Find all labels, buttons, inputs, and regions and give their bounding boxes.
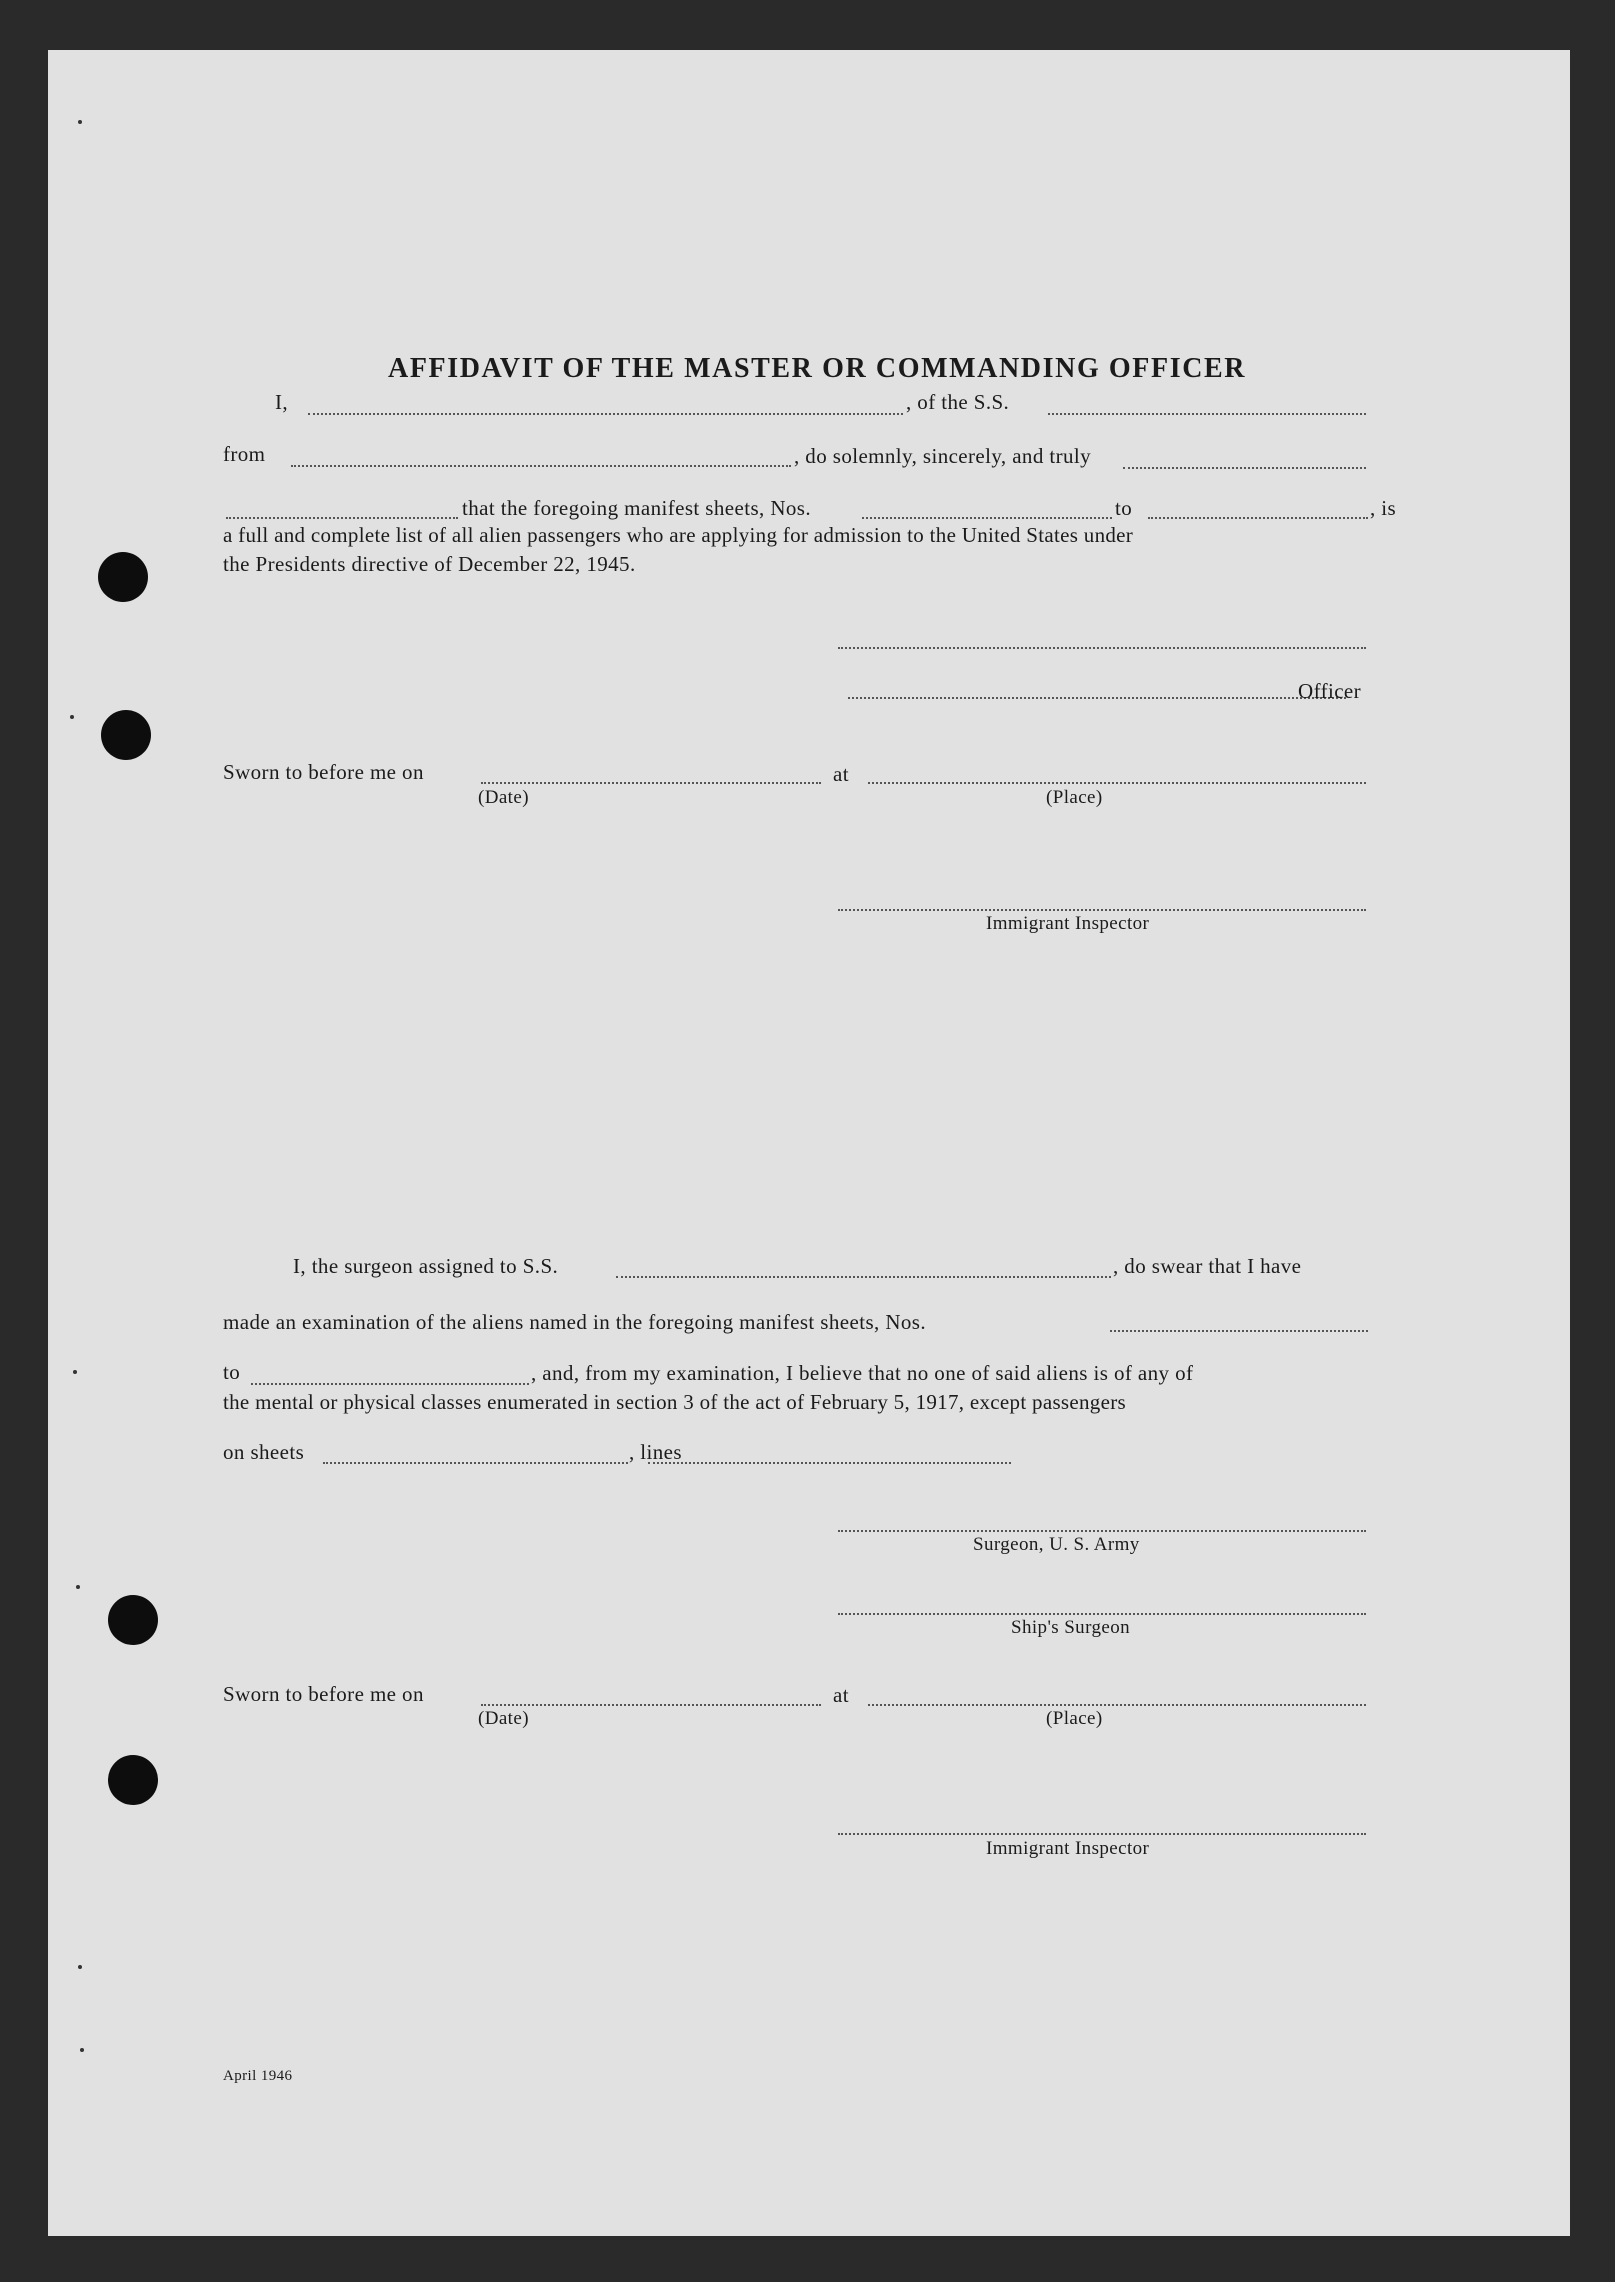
from-label: from: [223, 442, 266, 466]
surgeon-line-1b: , do swear that I have: [1113, 1254, 1302, 1278]
surgeon-inspector-label: Immigrant Inspector: [986, 1838, 1150, 1859]
on-sheets-label: on sheets: [223, 1440, 305, 1464]
oath-continuation-field[interactable]: [226, 517, 458, 519]
surgeon-line-3: , and, from my examination, I believe that no one of said aliens is of any of: [531, 1361, 1194, 1385]
officer-signature-line-1[interactable]: [838, 647, 1366, 649]
surgeon-sheet-to-field[interactable]: [251, 1383, 529, 1385]
speck-mark: [76, 1585, 80, 1589]
surgeon-to-label: to: [223, 1360, 241, 1384]
inspector-label: Immigrant Inspector: [986, 913, 1150, 934]
army-surgeon-label: Surgeon, U. S. Army: [973, 1534, 1140, 1555]
master-name-field[interactable]: [308, 413, 903, 415]
officer-label: Officer: [1298, 679, 1362, 703]
surgeon-at-label: at: [833, 1683, 849, 1707]
excepted-lines-field[interactable]: [648, 1462, 1011, 1464]
sheet-from-field[interactable]: [862, 517, 1112, 519]
sheet-to-field[interactable]: [1148, 517, 1368, 519]
speck-mark: [70, 715, 74, 719]
speck-mark: [78, 120, 82, 124]
sworn-date-field[interactable]: [481, 782, 821, 784]
binder-hole: [108, 1595, 158, 1645]
ships-surgeon-signature-line[interactable]: [838, 1613, 1366, 1615]
surgeon-inspector-signature-line[interactable]: [838, 1833, 1366, 1835]
surgeon-line-2: made an examination of the aliens named in the foregoing manifest sheets, Nos.: [223, 1310, 927, 1334]
speck-mark: [78, 1965, 82, 1969]
officer-signature-line-2[interactable]: [848, 697, 1346, 699]
lines-label: , lines: [629, 1440, 682, 1464]
speck-mark: [80, 2048, 84, 2052]
departure-port-field[interactable]: [291, 465, 791, 467]
binder-hole: [98, 552, 148, 602]
inspector-signature-line[interactable]: [838, 909, 1366, 911]
surgeon-place-caption: (Place): [1046, 1708, 1103, 1729]
surgeon-date-caption: (Date): [478, 1708, 529, 1729]
oath-field[interactable]: [1123, 467, 1366, 469]
surgeon-sworn-place-field[interactable]: [868, 1704, 1366, 1706]
to-label: to: [1115, 496, 1133, 520]
form-title: AFFIDAVIT OF THE MASTER OR COMMANDING OFFICER: [388, 353, 1247, 384]
foregoing-label: that the foregoing manifest sheets, Nos.: [462, 496, 812, 520]
ship-name-field[interactable]: [1048, 413, 1366, 415]
surgeon-sheet-from-field[interactable]: [1110, 1330, 1368, 1332]
form-sheet: [48, 50, 1570, 2236]
surgeon-sworn-label: Sworn to before me on: [223, 1682, 424, 1706]
army-surgeon-signature-line[interactable]: [838, 1530, 1366, 1532]
statement-line-2: a full and complete list of all alien passengers who are applying for admission to the United States under: [223, 523, 1134, 547]
surgeon-sworn-date-field[interactable]: [481, 1704, 821, 1706]
sworn-label: Sworn to before me on: [223, 760, 424, 784]
ships-surgeon-label: Ship's Surgeon: [1011, 1617, 1130, 1638]
sworn-place-field[interactable]: [868, 782, 1366, 784]
statement-line-3: the Presidents directive of December 22, 1945.: [223, 552, 636, 576]
surgeon-ship-field[interactable]: [616, 1276, 1111, 1278]
form-date-footer: April 1946: [223, 2068, 293, 2084]
place-caption: (Place): [1046, 787, 1103, 808]
binder-hole: [108, 1755, 158, 1805]
binder-hole: [101, 710, 151, 760]
at-label: at: [833, 762, 849, 786]
i-label: I,: [275, 390, 289, 414]
of-ss-label: , of the S.S.: [906, 390, 1010, 414]
excepted-sheets-field[interactable]: [323, 1462, 628, 1464]
surgeon-line-4: the mental or physical classes enumerated in section 3 of the act of February 5, 1917, except passengers: [223, 1390, 1126, 1414]
is-label: , is: [1370, 496, 1397, 520]
solemnly-label: , do solemnly, sincerely, and truly: [794, 444, 1092, 468]
speck-mark: [73, 1370, 77, 1374]
surgeon-line-1a: I, the surgeon assigned to S.S.: [293, 1254, 559, 1278]
date-caption: (Date): [478, 787, 529, 808]
